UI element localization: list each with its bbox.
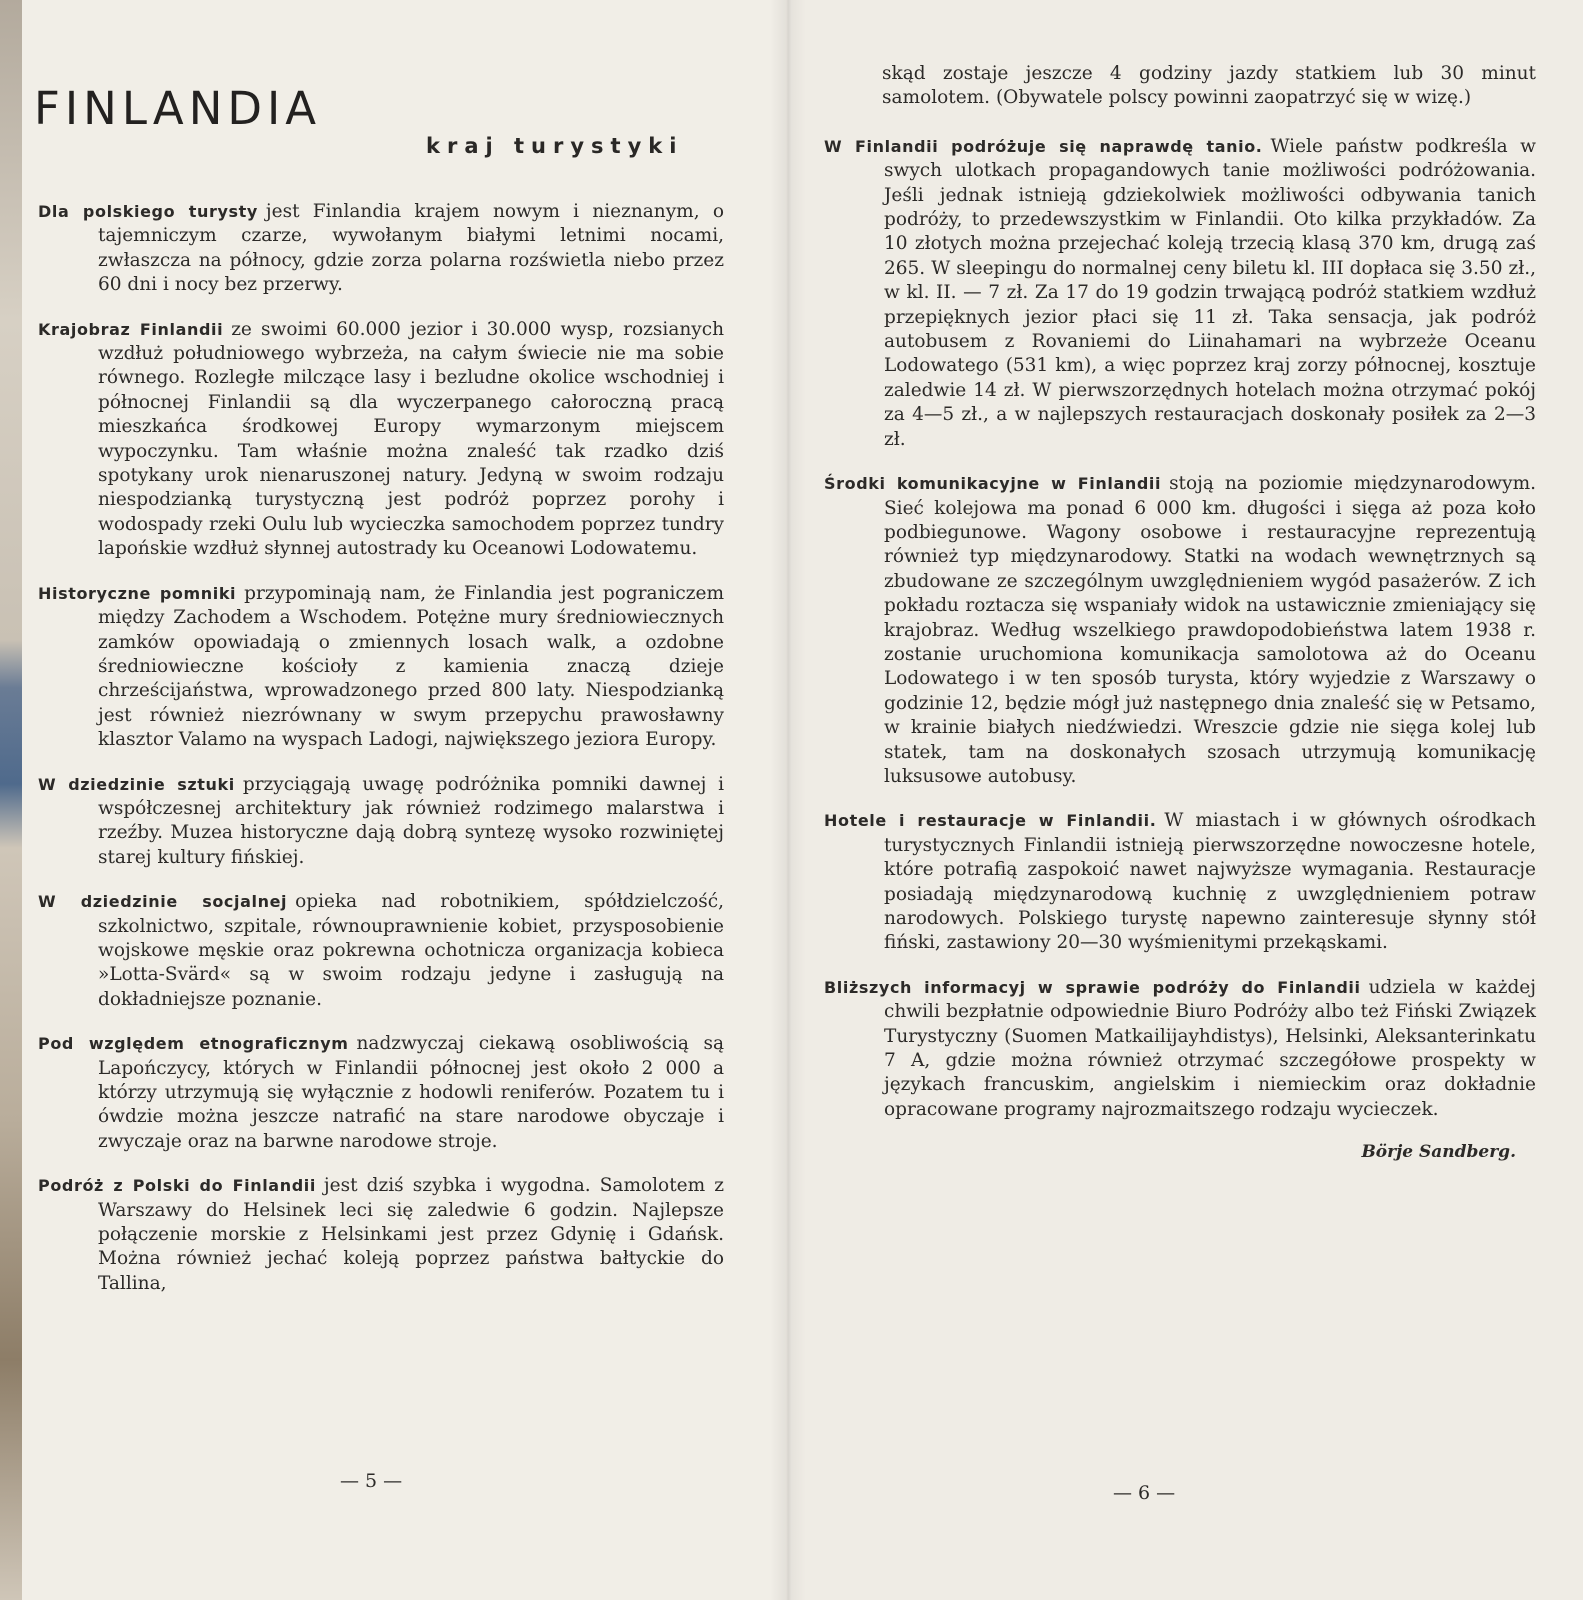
paragraph-text: W miastach i w głównych ośrodkach turystycznych Finlandii istnieją pierwszorzędne nowoczesne hotele, które potrafią zaspokoić nawet najwyższe wymagania. Restauracje posiadają międzynarodową kuchnię z uwzględnieniem potraw narodowych. Polskiego turystę napewno zainteresuje słynny stół fiński, zastawiony 20—30 wyśmienitymi przekąskami.	[884, 810, 1536, 954]
paragraph-text: stoją na poziomie międzynarodowym. Sieć kolejowa ma ponad 6 000 km. długości i sięga aż poza koło podbiegunowe. Wagony osobowe i restauracyjne reprezentują również typ międzynarodowy. Statki na wodach wewnętrznych są zbudowane ze szczególnym uwzględnieniem wygód pasażerów. Z ich pokładu roztacza się wspaniały widok na ustawicznie zmieniający się krajobraz. Według wszelkiego prawdopodobieństwa latem 1938 r. zostanie uruchomiona komunikacja samolotowa aż do Oceanu Lodowatego i w ten sposób turysta, który wyjedzie z Warszawy o godzinie 12, będzie mógł już następnego dnia znaleść się w Petsamo, w krainie białych niedźwiedzi. Wreszcie gdzie nie sięga kolej lub statek, tam na doskonałych szosach utrzymują komunikację luksusowe autobusy.	[884, 473, 1536, 787]
paragraph-lead: Hotele i restauracje w Finlandii.	[824, 811, 1157, 831]
paragraph-lead: Krajobraz Finlandii	[38, 319, 224, 339]
right-column	[824, 62, 1536, 1162]
paragraph	[38, 1174, 724, 1296]
book-gutter	[770, 0, 806, 1600]
paragraph-lead: Dla polskiego turysty	[38, 202, 258, 221]
paragraph-lead: W dziedzinie socjalnej	[38, 892, 288, 912]
paragraph-lead: Bliższych informacyj w sprawie podróży do Finlandii	[824, 977, 1361, 997]
paragraph-text: udziela w każdej chwili bezpłatnie odpowiednie Biuro Podróży albo też Fiński Związek Turystyczny (Suomen Matkailijayhdistys), Helsinki, Aleksanterinkatu 7 A, gdzie można również otrzymać szczegółowe prospekty w językach francuskim, angielskim i niemieckim oraz dokładnie opracowane programy najrozmaitszego rodzaju wycieczek.	[884, 976, 1536, 1120]
paragraph-text: Wiele państw podkreśla w swych ulotkach propagandowych tanie możliwości podróżowania. Jeśli jednak istnieją gdziekolwiek możliwości odbywania tanich podróży, to przedewszystkim w Finlandii. Oto kilka przykładów. Za 10 złotych można przejechać koleją trzecią klasą 370 km, drugą zaś 265. W sleepingu do normalnej ceny biletu kl. III dopłaca się 3.50 zł., w kl. II. — 7 zł. Za 17 do 19 godzin trwającą podróż statkiem wzdłuż przepięknych jezior płaci się 11 zł. Taka sensacja, jak podróż autobusem z Rovaniemi do Liinahamari na wybrzeże Oceanu Lodowatego (531 km), a więc poprzez kraj zorzy północnej, kosztuje zaledwie 14 zł. W pierwszorzędnych hotelach można otrzymać pokój za 4—5 zł., a w najlepszych restauracjach doskonały posiłek za 2—3 zł.	[884, 135, 1536, 450]
paragraph-text: jest dziś szybka i wygodna. Samolotem z Warszawy do Helsinek leci się zaledwie 6 godzin. Najlepsze połączenie morskie z Helsinkami jest przez Gdynię i Gdańsk. Można również jechać koleją poprzez państwa bałtyckie do Tallina,	[98, 1175, 724, 1294]
left-page	[22, 0, 788, 1600]
paragraph-text: jest Finlandia krajem nowym i nieznanym, o tajemniczym czarze, wywołanym białymi letnimi nocami, zwłaszcza na północy, gdzie zorza polarna rozświetla niebo przez 60 dni i nocy bez przerwy.	[98, 201, 724, 296]
paragraph	[38, 318, 724, 562]
author-signature: Börje Sandberg.	[1361, 1142, 1516, 1163]
paragraph-lead: Podróż z Polski do Finlandii	[38, 1176, 316, 1196]
paragraph	[38, 200, 724, 298]
paragraph	[38, 582, 724, 753]
paragraph-lead: Środki komunikacyjne w Finlandii	[824, 474, 1162, 494]
paragraph	[824, 809, 1536, 955]
paragraph-text: ze swoimi 60.000 jezior i 30.000 wysp, rozsianych wzdłuż południowego wybrzeża, na całym świecie nie ma sobie równego. Rozległe milczące lasy i bezludne okolice wschodniej i północnej Finlandii są dla wyczerpanego całoroczną pracą mieszkańca środkowej Europy wymarzonym miejscem wypoczynku. Tam właśnie można znaleść tak rzadko dziś spotykany urok nienaruszonej natury. Jedyną w swoim rodzaju niespodzianką turystyczną jest podróż poprzez porohy i wodospady rzeki Oulu lub wycieczka samochodem poprzez tundry lapońskie wzdłuż słynnej autostrady ku Oceanowi Lodowatemu.	[98, 318, 724, 560]
paragraph-lead: Historyczne pomniki	[38, 583, 237, 603]
continued-text: skąd zostaje jeszcze 4 godziny jazdy statkiem lub 30 minut samolotem. (Obywatele polscy powinni zaopatrzyć się w wizę.)	[882, 63, 1536, 109]
paragraph	[824, 976, 1536, 1122]
adjacent-page-edge	[0, 0, 22, 1600]
right-page	[788, 0, 1583, 1600]
paragraph	[38, 1032, 724, 1154]
paragraph	[824, 472, 1536, 789]
paragraph	[38, 890, 724, 1012]
paragraph	[38, 773, 724, 871]
paragraph-text: przypominają nam, że Finlandia jest pograniczem między Zachodem a Wschodem. Potężne mury średniowiecznych zamków opowiadają o zmiennych losach walk, a ozdobne średniowieczne kościoły z kamienia znaczą dzieje chrześcijaństwa, wprowadzonego przed 800 laty. Niespodzianką jest również niezrównany w swym przepychu prawosławny klasztor Valamo na wyspach Ladogi, największego jeziora Europy.	[98, 582, 724, 751]
paragraph-lead: W dziedzinie sztuki	[38, 774, 235, 794]
paragraph-text: opieka nad robotnikiem, spółdzielczość, szkolnictwo, szpitale, równouprawnienie kobiet, przysposobienie wojskowe męskie oraz pokrewna ochotnicza organizacja kobieca »Lotta-Svärd« są w swoim rodzaju jedyne i zasługują na dokładniejsze poznanie.	[98, 891, 724, 1010]
page-number: — 5 —	[340, 1470, 403, 1492]
page-title: FINLANDIA	[34, 82, 322, 135]
paragraph-text: przyciągają uwagę podróżnika pomniki dawnej i współczesnej architektury jak również rodzimego malarstwa i rzeźby. Muzea historyczne dają dobrą syntezę wysoko rozwiniętej starej kultury fińskiej.	[98, 773, 724, 868]
paragraph	[824, 135, 1536, 452]
page-subtitle: kraj turystyki	[426, 134, 684, 158]
paragraph-text: nadzwyczaj ciekawą osobliwością są Lapończycy, których w Finlandii północnej jest około 2 000 a którzy utrzymują się wyłącznie z hodowli reniferów. Pozatem tu i ówdzie można jeszcze natrafić na stare narodowe obyczaje i zwyczaje oraz na barwne narodowe stroje.	[98, 1033, 724, 1152]
paragraph-lead: Pod względem etnograficznym	[38, 1034, 349, 1054]
left-column	[38, 200, 724, 1316]
page-number: — 6 —	[1113, 1482, 1176, 1504]
paragraph-lead: W Finlandii podróżuje się naprawdę tanio.	[824, 136, 1263, 156]
